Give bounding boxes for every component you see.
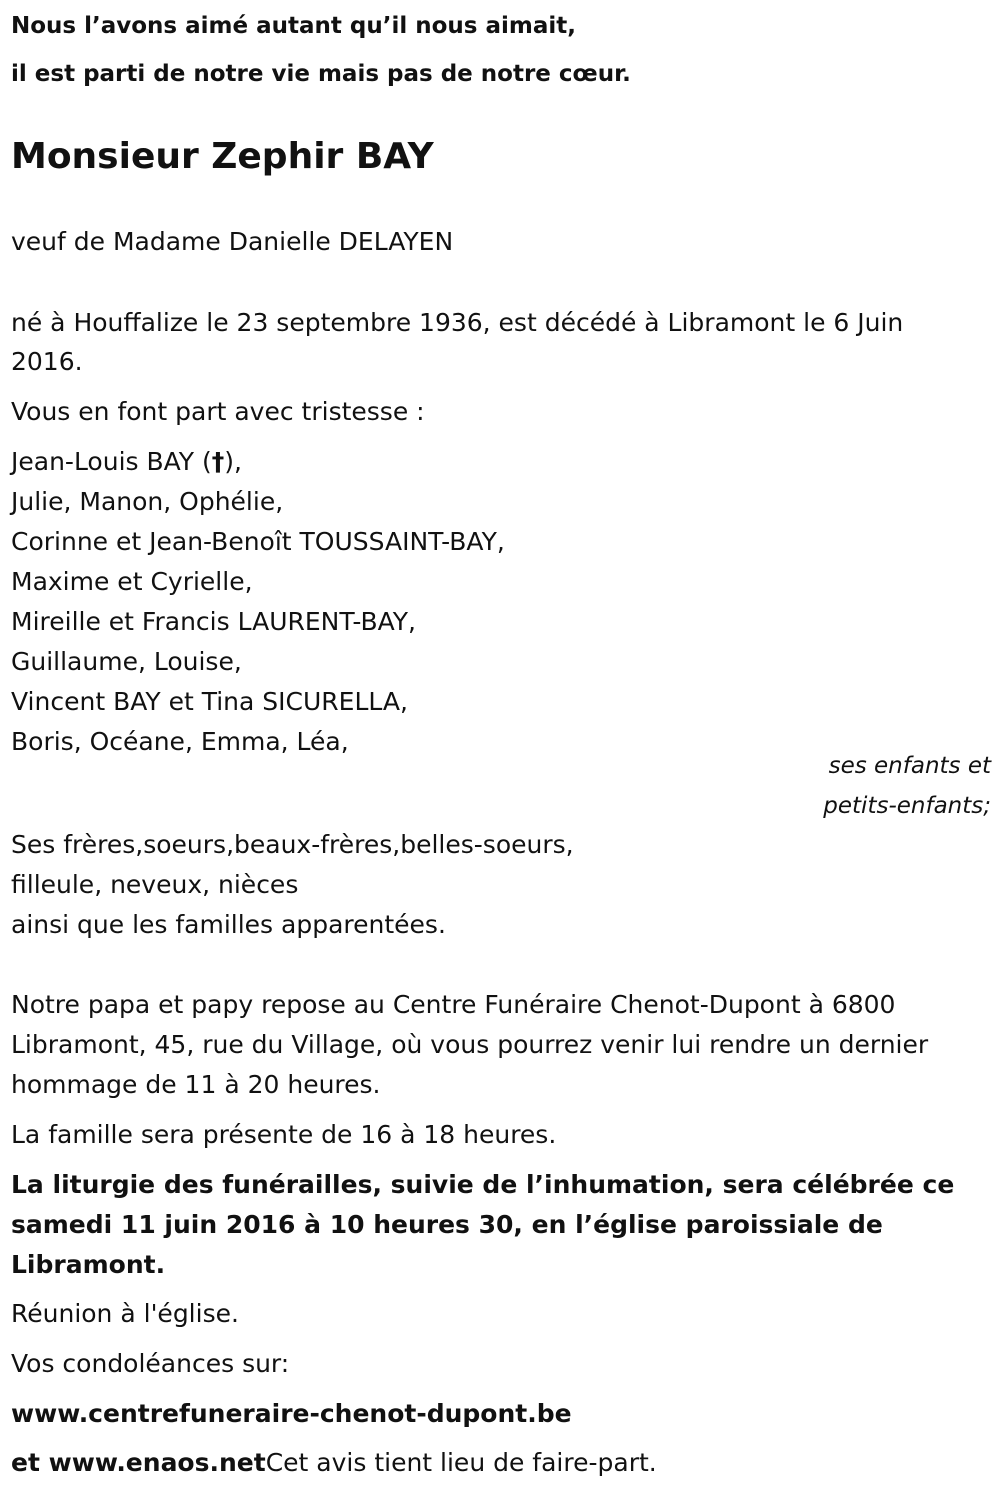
- liturgy-line-3: Libramont.: [11, 1250, 166, 1279]
- epigraph-line-1: Nous l’avons aimé autant qu’il nous aimait,: [11, 13, 576, 39]
- spouse-line: veuf de Madame Danielle DELAYEN: [11, 227, 454, 256]
- website-link-chenot-dupont[interactable]: www.centrefuneraire-chenot-dupont.be: [11, 1399, 572, 1428]
- family-member-1: [11, 442, 242, 482]
- rest-place-line-3: hommage de 11 à 20 heures.: [11, 1070, 381, 1099]
- family-member-8: Boris, Océane, Emma, Léa,: [11, 727, 349, 756]
- birth-death-line-1: né à Houffalize le 23 septembre 1936, est décédé à Libramont le 6 Juin: [11, 308, 904, 337]
- liturgy-line-2: samedi 11 juin 2016 à 10 heures 30, en l’église paroissiale de: [11, 1210, 883, 1239]
- website-line-2: [11, 1443, 657, 1483]
- family-member-6: Guillaume, Louise,: [11, 647, 242, 676]
- relatives-line-1: Ses frères,soeurs,beaux-frères,belles-soeurs,: [11, 830, 574, 859]
- epigraph-line-2: il est parti de notre vie mais pas de notre cœur.: [11, 61, 631, 87]
- rest-place-line-2: Libramont, 45, rue du Village, où vous pourrez venir lui rendre un dernier: [11, 1030, 929, 1059]
- liturgy-line-1: La liturgie des funérailles, suivie de l’inhumation, sera célébrée ce: [11, 1170, 955, 1199]
- birth-death-line-2: 2016.: [11, 347, 83, 376]
- family-member-tail: ),: [224, 447, 242, 476]
- family-member-3: Corinne et Jean-Benoît TOUSSAINT-BAY,: [11, 527, 505, 556]
- cross-icon: †: [211, 447, 225, 476]
- website-link-enaos[interactable]: www.enaos.net: [48, 1448, 266, 1477]
- relatives-line-2: filleule, neveux, nièces: [11, 870, 299, 899]
- relatives-line-3: ainsi que les familles apparentées.: [11, 910, 446, 939]
- family-member-name: Jean-Louis BAY (: [11, 447, 212, 476]
- rest-place-line-1: Notre papa et papy repose au Centre Funéraire Chenot-Dupont à 6800: [11, 990, 896, 1019]
- family-present: La famille sera présente de 16 à 18 heures.: [11, 1120, 557, 1149]
- family-member-2: Julie, Manon, Ophélie,: [11, 487, 284, 516]
- family-member-5: Mireille et Francis LAURENT-BAY,: [11, 607, 416, 636]
- family-member-7: Vincent BAY et Tina SICURELLA,: [11, 687, 408, 716]
- meeting-info: Réunion à l'église.: [11, 1299, 239, 1328]
- announcement: Vous en font part avec tristesse :: [11, 397, 425, 426]
- website-line-1: [11, 1394, 572, 1434]
- condolences-label: Vos condoléances sur:: [11, 1349, 290, 1378]
- relation-grandchildren: petits-enfants;: [823, 793, 991, 819]
- family-member-4: Maxime et Cyrielle,: [11, 567, 253, 596]
- deceased-name: Monsieur Zephir BAY: [11, 136, 434, 177]
- closing-note: Cet avis tient lieu de faire-part.: [265, 1448, 657, 1477]
- relation-children: ses enfants et: [828, 753, 991, 779]
- website-prefix: et: [11, 1448, 49, 1477]
